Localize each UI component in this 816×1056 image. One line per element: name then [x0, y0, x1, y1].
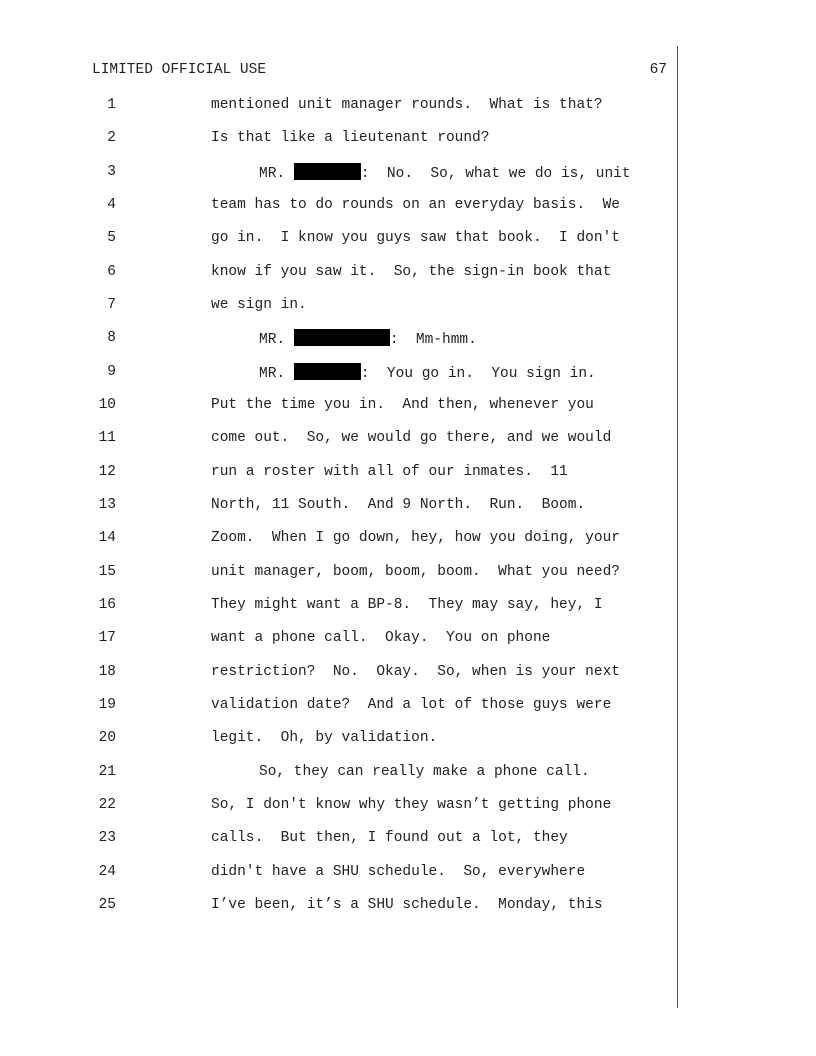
redaction-block — [294, 329, 390, 346]
transcript-line — [0, 563, 676, 596]
transcript-line — [0, 196, 676, 229]
line-number: 25 — [98, 897, 116, 913]
transcript-line — [0, 496, 676, 529]
transcript-line — [0, 163, 676, 196]
line-number: 15 — [98, 564, 116, 580]
transcript-line — [0, 796, 676, 829]
line-text — [259, 363, 596, 383]
speaker-prefix: MR. — [259, 332, 294, 348]
line-number: 21 — [98, 764, 116, 780]
transcript-line — [0, 829, 676, 862]
line-number: 19 — [98, 697, 116, 713]
line-text: go in. I know you guys saw that book. I don't — [211, 230, 620, 246]
speaker-prefix: MR. — [259, 166, 294, 182]
transcript-line — [0, 263, 676, 296]
transcript-line — [0, 663, 676, 696]
transcript-line — [0, 429, 676, 462]
transcript-line — [0, 629, 676, 662]
line-number: 17 — [98, 630, 116, 646]
transcript-line — [0, 129, 676, 162]
line-number: 12 — [98, 464, 116, 480]
speaker-utterance: : Mm-hmm. — [389, 332, 477, 348]
line-text: we sign in. — [211, 297, 307, 313]
transcript-line — [0, 463, 676, 496]
line-number: 16 — [98, 597, 116, 613]
line-text: come out. So, we would go there, and we would — [211, 430, 612, 446]
line-number: 4 — [107, 197, 116, 213]
classification-header: LIMITED OFFICIAL USE — [92, 62, 267, 78]
line-number: 3 — [107, 164, 116, 180]
line-text — [259, 329, 477, 349]
transcript-line — [0, 329, 676, 362]
right-margin-rule — [677, 46, 678, 1008]
line-text: team has to do rounds on an everyday basis. We — [211, 197, 620, 213]
line-number: 6 — [107, 264, 116, 280]
line-text: calls. But then, I found out a lot, they — [211, 830, 568, 846]
transcript-line — [0, 596, 676, 629]
line-text: Is that like a lieutenant round? — [211, 130, 490, 146]
line-number: 22 — [98, 797, 116, 813]
line-text: Zoom. When I go down, hey, how you doing, your — [211, 530, 620, 546]
line-text: Put the time you in. And then, whenever you — [211, 397, 594, 413]
transcript-line — [0, 396, 676, 429]
speaker-prefix: MR. — [259, 366, 294, 382]
speaker-utterance: : You go in. You sign in. — [360, 366, 596, 382]
line-text: unit manager, boom, boom, boom. What you need? — [211, 564, 620, 580]
line-number: 23 — [98, 830, 116, 846]
line-number: 5 — [107, 230, 116, 246]
line-number: 2 — [107, 130, 116, 146]
transcript-line — [0, 363, 676, 396]
line-text: North, 11 South. And 9 North. Run. Boom. — [211, 497, 586, 513]
line-number: 7 — [107, 297, 116, 313]
transcript-line — [0, 229, 676, 262]
line-text: want a phone call. Okay. You on phone — [211, 630, 551, 646]
transcript-line — [0, 529, 676, 562]
redaction-block — [294, 363, 361, 380]
line-text: know if you saw it. So, the sign-in book that — [211, 264, 612, 280]
line-number: 18 — [98, 664, 116, 680]
line-number: 1 — [107, 97, 116, 113]
line-text: restriction? No. Okay. So, when is your next — [211, 664, 620, 680]
line-text: legit. Oh, by validation. — [211, 730, 438, 746]
line-text: mentioned unit manager rounds. What is that? — [211, 97, 603, 113]
transcript-line — [0, 763, 676, 796]
transcript-line — [0, 863, 676, 896]
line-number: 13 — [98, 497, 116, 513]
line-text: So, they can really make a phone call. — [259, 764, 590, 780]
line-text: So, I don't know why they wasn’t getting phone — [211, 797, 612, 813]
line-number: 14 — [98, 530, 116, 546]
redaction-block — [294, 163, 361, 180]
line-text: validation date? And a lot of those guys were — [211, 697, 612, 713]
line-text: I’ve been, it’s a SHU schedule. Monday, this — [211, 897, 603, 913]
line-number: 11 — [98, 430, 116, 446]
line-number: 9 — [107, 364, 116, 380]
line-number: 10 — [98, 397, 116, 413]
line-text — [259, 163, 631, 183]
transcript-line — [0, 696, 676, 729]
line-number: 8 — [107, 330, 116, 346]
transcript-line — [0, 296, 676, 329]
transcript-line — [0, 729, 676, 762]
line-number: 24 — [98, 864, 116, 880]
line-text: run a roster with all of our inmates. 11 — [211, 464, 568, 480]
speaker-utterance: : No. So, what we do is, unit — [360, 166, 631, 182]
line-text: They might want a BP-8. They may say, hey, I — [211, 597, 603, 613]
line-text: didn't have a SHU schedule. So, everywhere — [211, 864, 586, 880]
page-number: 67 — [649, 62, 667, 78]
transcript-line — [0, 96, 676, 129]
line-number: 20 — [98, 730, 116, 746]
transcript-line — [0, 896, 676, 929]
